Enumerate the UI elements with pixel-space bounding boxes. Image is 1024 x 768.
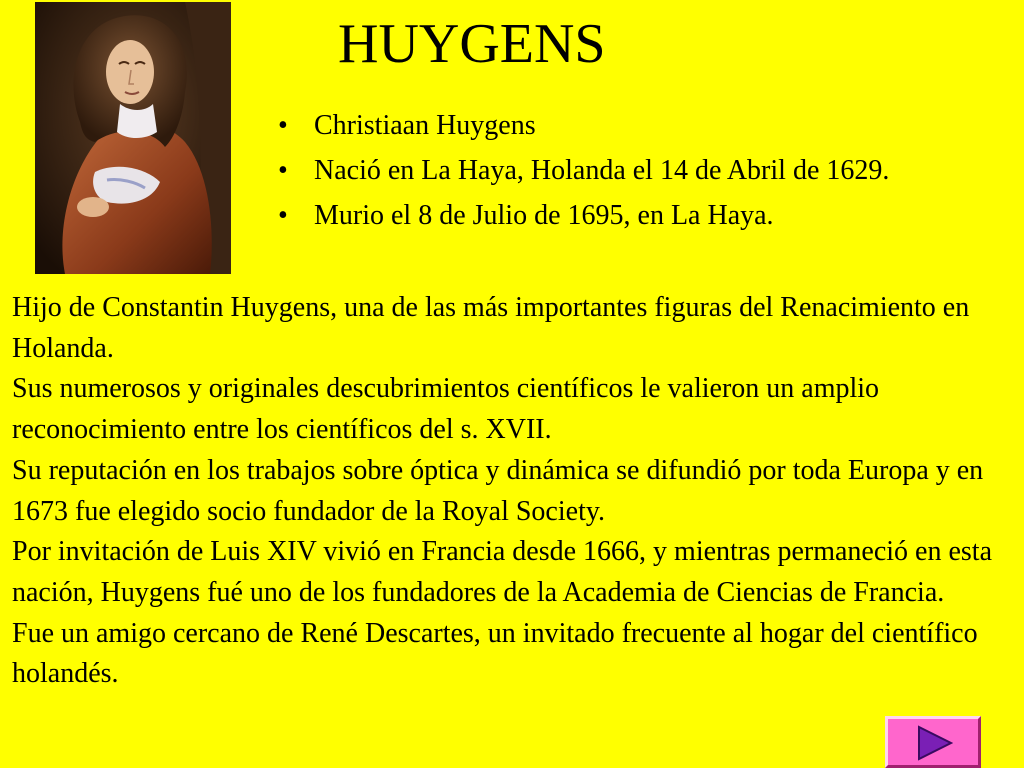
paragraph-reputation: Su reputación en los trabajos sobre óptica y dinámica se difundió por toda Europa y en 1673 fue elegido socio fundador de la Royal Society.: [12, 454, 984, 527]
paragraph-father: Hijo de Constantin Huygens, una de las más importantes figuras del Renacimiento en Holanda.: [12, 292, 970, 364]
biography-text: [12, 288, 1012, 695]
bullet-glyph: •: [278, 110, 288, 141]
bullet-text-death: Murio el 8 de Julio de 1695, en La Haya.: [314, 200, 774, 231]
play-triangle-icon: [917, 725, 953, 761]
bullet-glyph: •: [278, 200, 288, 231]
portrait-illustration: [35, 2, 231, 274]
bullet-item: [278, 198, 939, 234]
bullet-text-name: Christiaan Huygens: [314, 110, 536, 141]
bullet-item: [278, 153, 939, 189]
paragraph-discoveries: Sus numerosos y originales descubrimientos científicos le valieron un amplio reconocimiento entre los científicos del s. XVII.: [12, 373, 880, 446]
portrait-image: [35, 2, 231, 274]
bullet-glyph: •: [278, 155, 288, 186]
slide-title: HUYGENS: [338, 13, 606, 75]
paragraph-france: Por invitación de Luis XIV vivió en Francia desde 1666, y mientras permaneció en esta nación, Huygens fué uno de los fundadores de la Academia de Ciencias de Francia.: [12, 536, 992, 608]
bullet-text-birth: Nació en La Haya, Holanda el 14 de Abril de 1629.: [314, 155, 890, 186]
paragraph-descartes: Fue un amigo cercano de René Descartes, un invitado frecuente al hogar del científico holandés.: [12, 617, 978, 690]
bullet-item: [278, 108, 939, 144]
bullet-list: [278, 108, 978, 243]
next-slide-button[interactable]: [885, 716, 981, 768]
